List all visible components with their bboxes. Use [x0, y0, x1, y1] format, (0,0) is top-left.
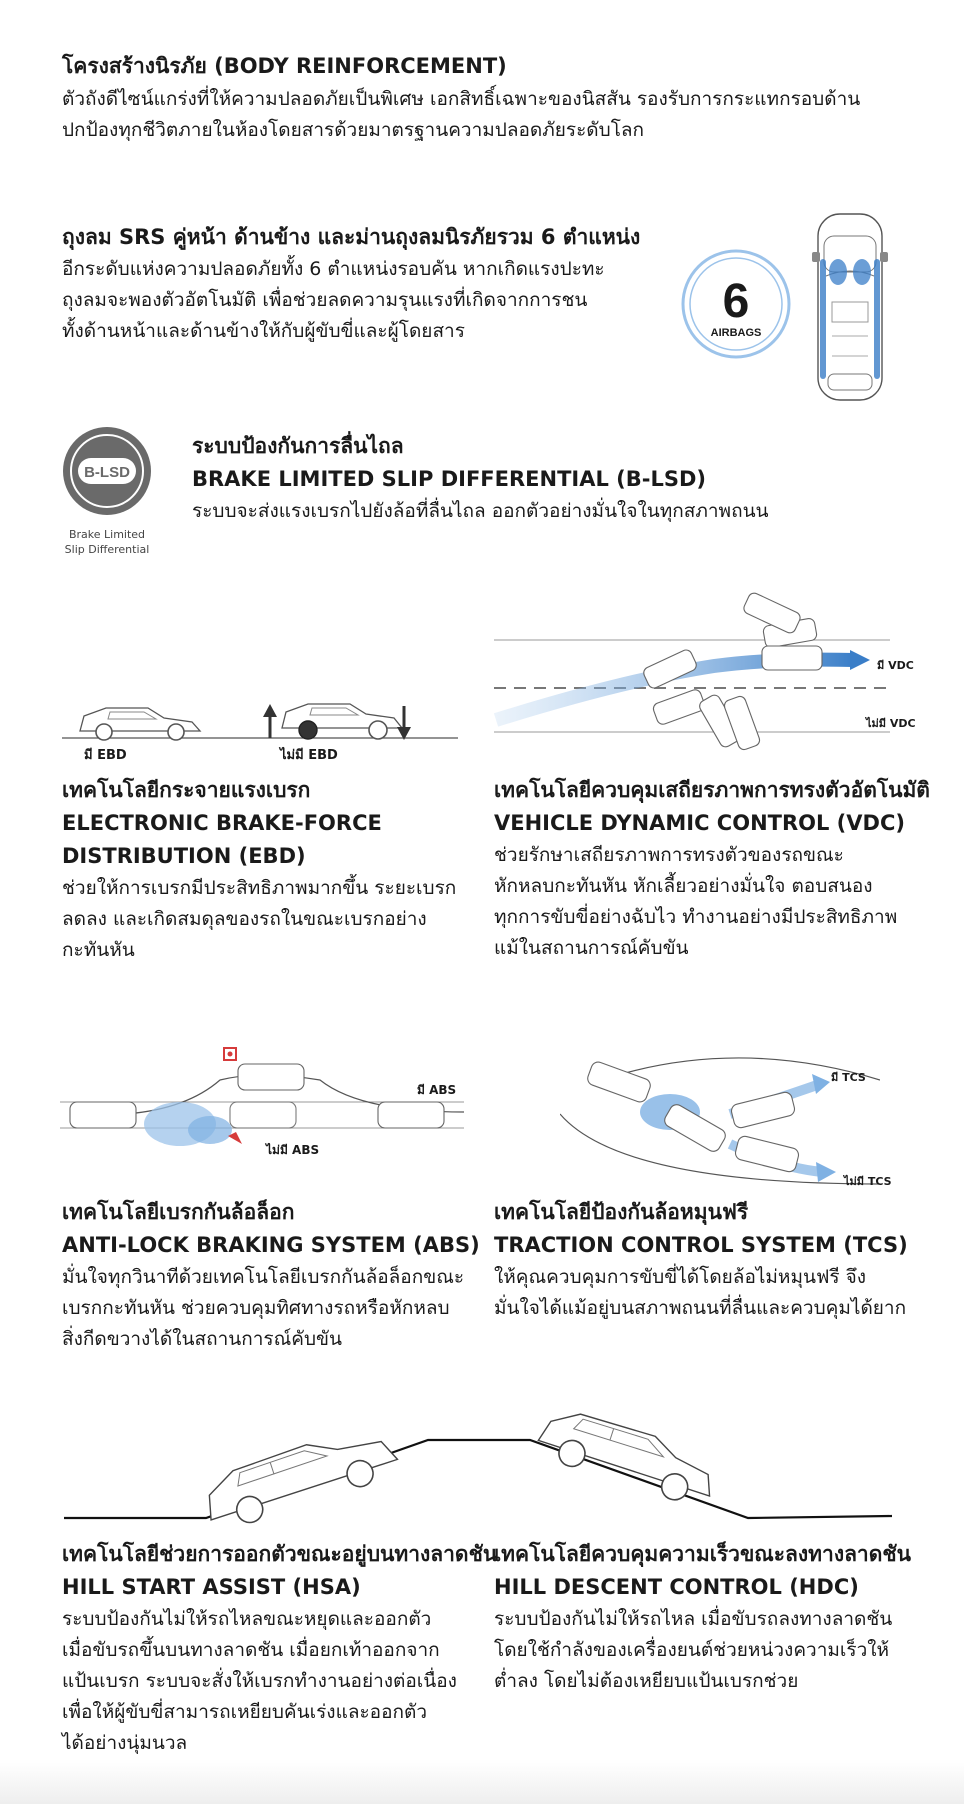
hsa-line-1: ระบบป้องกันไม่ให้รถไหลขณะหยุดและออกตัว: [62, 1608, 432, 1630]
abs-label-without: ไม่มี ABS: [266, 1143, 320, 1157]
ebd-title-th: เทคโนโลยีกระจายแรงเบรก: [62, 778, 311, 802]
tcs-label-with: มี TCS: [831, 1071, 866, 1084]
ebd-line-1: ช่วยให้การเบรกมีประสิทธิภาพมากขึ้น ระยะเบรก: [62, 877, 457, 899]
hill-illustration: [60, 1370, 900, 1530]
abs-illustration: [60, 1040, 470, 1160]
blsd-title-en: BRAKE LIMITED SLIP DIFFERENTIAL (B-LSD): [192, 467, 707, 491]
ebd-label-without: ไม่มี EBD: [280, 748, 338, 763]
body-reinforcement-line-2: ปกป้องทุกชีวิตภายในห้องโดยสารด้วยมาตรฐานความปลอดภัยระดับโลก: [62, 119, 645, 141]
vdc-line-1: ช่วยรักษาเสถียรภาพการทรงตัวของรถขณะ: [494, 844, 844, 866]
body-reinforcement-line-1: ตัวถังดีไซน์แกร่งที่ให้ความปลอดภัยเป็นพิเศษ เอกสิทธิ์เฉพาะของนิสสัน รองรับการกระแทกรอบด้าน: [62, 88, 861, 110]
ebd-line-3: กะทันหัน: [62, 939, 135, 961]
hdc-title-en: HILL DESCENT CONTROL (HDC): [494, 1575, 859, 1599]
ebd-title-en-line-1: ELECTRONIC BRAKE-FORCE: [62, 811, 382, 835]
airbags-car-topview-illustration: [808, 206, 892, 406]
blsd-badge-text: B-LSD: [84, 464, 130, 481]
blsd-section: [192, 430, 912, 527]
blsd-caption-line-2: Slip Differential: [64, 543, 150, 556]
hdc-section: [494, 1538, 934, 1697]
ebd-car-with: [80, 708, 200, 740]
tcs-section: [494, 1196, 934, 1324]
abs-line-1: มั่นใจทุกวินาทีด้วยเทคโนโลยีเบรกกันล้อล็อกขณะ: [62, 1266, 465, 1288]
ebd-car-without: [282, 704, 402, 739]
hsa-section: [62, 1538, 498, 1759]
abs-line-2: เบรกกะทันหัน ช่วยควบคุมทิศทางรถหรือหักหลบ: [62, 1297, 450, 1319]
page-bottom-fade: [0, 1762, 964, 1804]
abs-section: [62, 1196, 482, 1355]
airbags-badge-number: 6: [722, 275, 750, 328]
hsa-line-5: ได้อย่างนุ่มนวล: [62, 1732, 188, 1754]
airbags-line-1: อีกระดับแห่งความปลอดภัยทั้ง 6 ตำแหน่งรอบคัน หากเกิดแรงปะทะ: [62, 258, 605, 280]
tcs-title-th: เทคโนโลยีป้องกันล้อหมุนฟรี: [494, 1200, 749, 1224]
abs-label-with: มี ABS: [417, 1083, 457, 1097]
hdc-line-1: ระบบป้องกันไม่ให้รถไหล เมื่อขับรถลงทางลาดชัน: [494, 1608, 893, 1630]
tcs-illustration: [560, 1044, 880, 1194]
airbags-badge: [680, 248, 792, 360]
tcs-label-without: ไม่มี TCS: [844, 1175, 892, 1188]
vdc-section: [494, 774, 934, 964]
blsd-badge: [62, 426, 152, 516]
body-reinforcement-section: [62, 50, 922, 146]
hsa-title-en: HILL START ASSIST (HSA): [62, 1575, 361, 1599]
hsa-line-3: แป้นเบรก ระบบจะสั่งให้เบรกทำงานอย่างต่อเนื่อง: [62, 1670, 457, 1692]
abs-line-3: สิ่งกีดขวางได้ในสถานการณ์คับขัน: [62, 1328, 342, 1350]
hsa-line-4: เพื่อให้ผู้ขับขี่สามารถเหยียบคันเร่งและออกตัว: [62, 1701, 428, 1723]
hdc-line-2: โดยใช้กำลังของเครื่องยนต์ช่วยหน่วงความเร็วให้: [494, 1639, 890, 1661]
hdc-car: [534, 1402, 722, 1510]
blsd-caption: [52, 527, 162, 557]
vdc-line-3: ทุกการขับขี่อย่างฉับไว ทำงานอย่างมีประสิทธิภาพ: [494, 906, 898, 928]
ebd-label-with: มี EBD: [84, 748, 127, 763]
tcs-line-1: ให้คุณควบคุมการขับขี่ได้โดยล้อไม่หมุนฟรี จึง: [494, 1266, 867, 1288]
hdc-title-th: เทคโนโลยีควบคุมความเร็วขณะลงทางลาดชัน: [494, 1542, 911, 1566]
vdc-label-with: มี VDC: [877, 659, 914, 672]
airbags-line-3: ทั้งด้านหน้าและด้านข้างให้กับผู้ขับขี่และผู้โดยสาร: [62, 320, 465, 342]
ebd-line-2: ลดลง และเกิดสมดุลของรถในขณะเบรกอย่าง: [62, 908, 427, 930]
vdc-line-2: หักหลบกะทันหัน หักเลี้ยวอย่างมั่นใจ ตอบสนอง: [494, 875, 873, 897]
ebd-section: [62, 774, 462, 966]
airbags-line-2: ถุงลมจะพองตัวอัตโนมัติ เพื่อช่วยลดความรุนแรงที่เกิดจากการชน: [62, 289, 588, 311]
blsd-caption-line-1: Brake Limited: [68, 528, 146, 541]
abs-title-th: เทคโนโลยีเบรกกันล้อล็อก: [62, 1200, 295, 1224]
body-reinforcement-title: โครงสร้างนิรภัย (BODY REINFORCEMENT): [62, 54, 507, 78]
vdc-illustration: [494, 590, 914, 770]
abs-title-en: ANTI-LOCK BRAKING SYSTEM (ABS): [62, 1233, 480, 1257]
tcs-line-2: มั่นใจได้แม้อยู่บนสภาพถนนที่ลื่นและควบคุมได้ยาก: [494, 1297, 907, 1319]
airbags-badge-label: AIRBAGS: [710, 327, 762, 339]
hdc-line-3: ต่ำลง โดยไม่ต้องเหยียบแป้นเบรกช่วย: [494, 1670, 799, 1692]
tcs-title-en: TRACTION CONTROL SYSTEM (TCS): [494, 1233, 908, 1257]
vdc-line-4: แม้ในสถานการณ์คับขัน: [494, 937, 689, 959]
vdc-title-en: VEHICLE DYNAMIC CONTROL (VDC): [494, 811, 905, 835]
airbags-section: [62, 221, 662, 347]
hsa-title-th: เทคโนโลยีช่วยการออกตัวขณะอยู่บนทางลาดชัน: [62, 1542, 498, 1566]
vdc-title-th: เทคโนโลยีควบคุมเสถียรภาพการทรงตัวอัตโนมัติ: [494, 778, 930, 802]
airbags-title: ถุงลม SRS คู่หน้า ด้านข้าง และม่านถุงลมนิรภัยรวม 6 ตำแหน่ง: [62, 225, 641, 249]
vdc-label-without: ไม่มี VDC: [866, 717, 916, 730]
hsa-car: [198, 1419, 402, 1530]
hsa-line-2: เมื่อขับรถขึ้นบนทางลาดชัน เมื่อยกเท้าออกจาก: [62, 1639, 440, 1661]
blsd-title-th: ระบบป้องกันการลื่นไถล: [192, 434, 404, 458]
blsd-description: ระบบจะส่งแรงเบรกไปยังล้อที่ลื่นไถล ออกตัวอย่างมั่นใจในทุกสภาพถนน: [192, 500, 769, 522]
ebd-title-en-line-2: DISTRIBUTION (EBD): [62, 844, 306, 868]
